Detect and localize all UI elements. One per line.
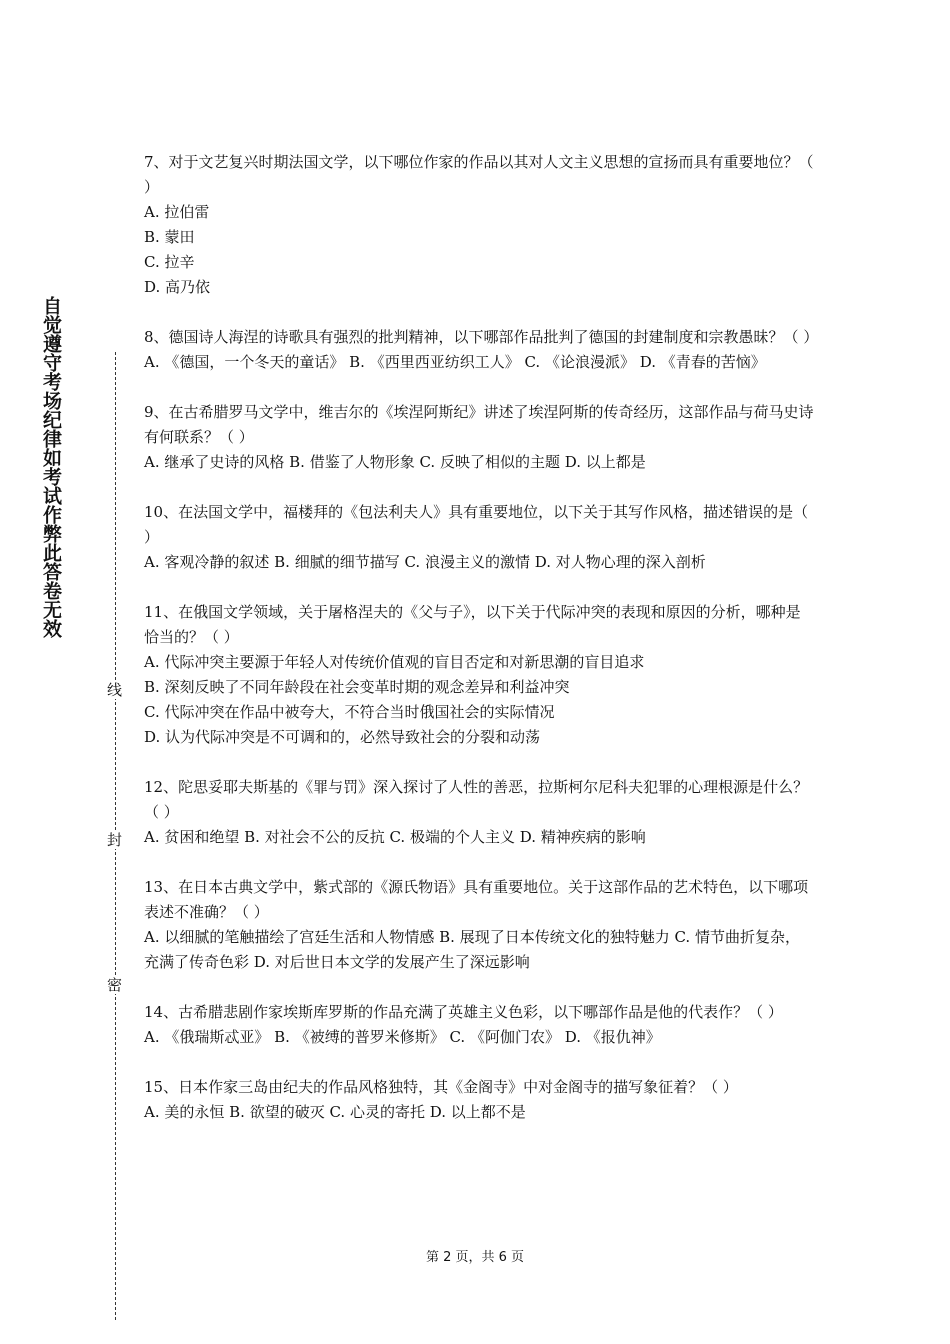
question-13 (144, 875, 814, 975)
question-option: A. 贫困和绝望 B. 对社会不公的反抗 C. 极端的个人主义 D. 精神疾病的影响 (144, 828, 646, 846)
question-option: A. 继承了史诗的风格 B. 借鉴了人物形象 C. 反映了相似的主题 D. 以上都是 (144, 453, 646, 471)
question-7 (144, 150, 814, 300)
question-option: A. 以细腻的笔触描绘了宫廷生活和人物情感 B. 展现了日本传统文化的独特魅力 C. 情节曲折复杂，充满了传奇色彩 D. 对后世日本文学的发展产生了深远影响 (144, 928, 800, 971)
question-option: B. 深刻反映了不同年龄段在社会变革时期的观念差异和利益冲突 (144, 678, 570, 696)
question-option: C. 拉辛 (144, 253, 195, 271)
question-option: A. 《俄瑞斯忒亚》 B. 《被缚的普罗米修斯》 C. 《阿伽门农》 D. 《报仇神》 (144, 1028, 661, 1046)
question-12 (144, 775, 814, 850)
question-text: 12、陀思妥耶夫斯基的《罪与罚》深入探讨了人性的善恶，拉斯柯尔尼科夫犯罪的心理根源是什么？（ ） (144, 778, 809, 821)
question-text: 14、古希腊悲剧作家埃斯库罗斯的作品充满了英雄主义色彩，以下哪部作品是他的代表作？（ ） (144, 1003, 783, 1021)
question-text: 10、在法国文学中，福楼拜的《包法利夫人》具有重要地位，以下关于其写作风格，描述错误的是（ ） (144, 503, 809, 546)
question-list (144, 150, 819, 1150)
question-text: 8、德国诗人海涅的诗歌具有强烈的批判精神，以下哪部作品批判了德国的封建制度和宗教愚昧？（ ） (144, 328, 819, 346)
question-text: 9、在古希腊罗马文学中，维吉尔的《埃涅阿斯纪》讲述了埃涅阿斯的传奇经历，这部作品与荷马史诗有何联系？（ ） (144, 403, 814, 446)
binding-line-label: 线 (105, 682, 123, 697)
question-option: A. 《德国，一个冬天的童话》 B. 《西里西亚纺织工人》 C. 《论浪漫派》 D. 《青春的苦恼》 (144, 353, 766, 371)
question-option: D. 认为代际冲突是不可调和的，必然导致社会的分裂和动荡 (144, 728, 541, 746)
question-option: B. 蒙田 (144, 228, 195, 246)
question-text: 7、对于文艺复兴时期法国文学，以下哪位作家的作品以其对人文主义思想的宣扬而具有重要地位？（ ） (144, 153, 814, 196)
binding-secret-label: 密 (105, 977, 123, 992)
question-text: 15、日本作家三岛由纪夫的作品风格独特，其《金阁寺》中对金阁寺的描写象征着？（ ） (144, 1078, 738, 1096)
question-option: A. 代际冲突主要源于年轻人对传统价值观的盲目否定和对新思潮的盲目追求 (144, 653, 645, 671)
question-11 (144, 600, 814, 750)
question-15 (144, 1075, 814, 1125)
question-option: D. 高乃依 (144, 278, 211, 296)
question-option: C. 代际冲突在作品中被夸大，不符合当时俄国社会的实际情况 (144, 703, 555, 721)
page-number: 第 2 页，共 6 页 (425, 1250, 525, 1265)
question-option: A. 美的永恒 B. 欲望的破灭 C. 心灵的寄托 D. 以上都不是 (144, 1103, 526, 1121)
exam-discipline-notice: 自觉遵守考场纪律如考试作弊此答卷无效 (40, 296, 62, 638)
question-text: 13、在日本古典文学中，紫式部的《源氏物语》具有重要地位。关于这部作品的艺术特色，以下哪项表述不准确？（ ） (144, 878, 809, 921)
question-14 (144, 1000, 814, 1050)
question-9 (144, 400, 814, 475)
question-10 (144, 500, 814, 575)
binding-seal-label: 封 (105, 832, 123, 847)
question-text: 11、在俄国文学领域，关于屠格涅夫的《父与子》，以下关于代际冲突的表现和原因的分析，哪种是恰当的？（ ） (144, 603, 801, 646)
question-option: A. 拉伯雷 (144, 203, 210, 221)
question-option: A. 客观冷静的叙述 B. 细腻的细节描写 C. 浪漫主义的激情 D. 对人物心理的深入剖析 (144, 553, 706, 571)
question-8 (144, 325, 819, 375)
